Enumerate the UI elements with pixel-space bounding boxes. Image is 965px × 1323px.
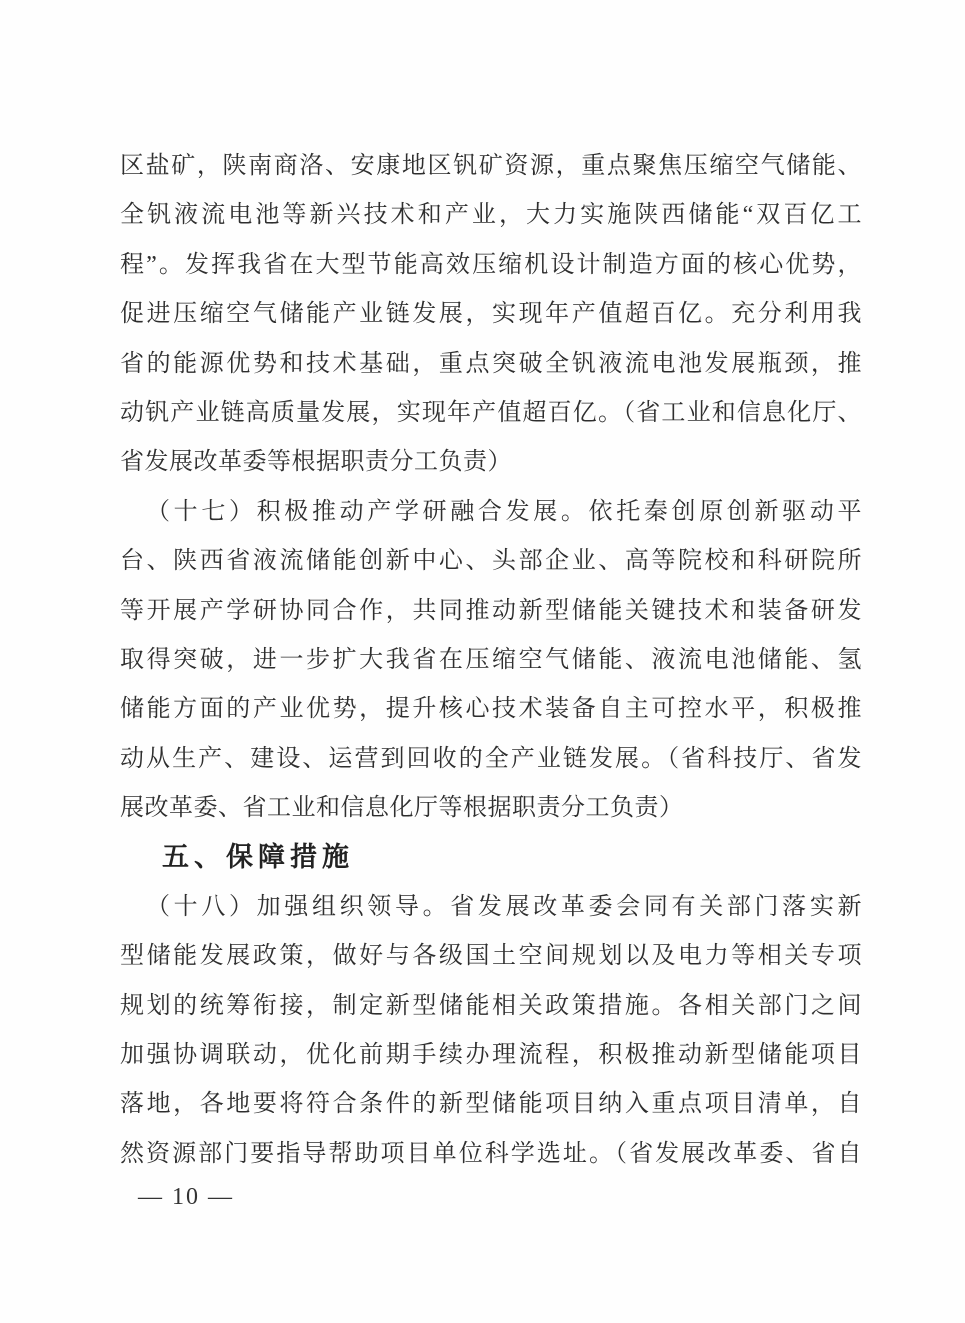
page-number: — 10 — (138, 1184, 234, 1210)
text-line: （十八）加强组织领导。省发展改革委会同有关部门落实新 (146, 893, 862, 920)
section-heading: 五、保障措施 (162, 842, 354, 873)
paragraph-18 (120, 883, 862, 1179)
text-line: 然资源部门要指导帮助项目单位科学选址。（省发展改革委、省自 (120, 1140, 862, 1167)
text-line: 全钒液流电池等新兴技术和产业，大力实施陕西储能“双百亿工 (120, 202, 862, 229)
text-line: 区盐矿，陕南商洛、安康地区钒矿资源，重点聚焦压缩空气储能、 (120, 153, 862, 179)
text-line: 展改革委、省工业和信息化厅等根据职责分工负责） (120, 795, 684, 822)
text-line: 动从生产、建设、运营到回收的全产业链发展。（省科技厅、省发 (120, 745, 862, 772)
text-line: 规划的统筹衔接，制定新型储能相关政策措施。各相关部门之间 (120, 992, 862, 1019)
text-line: 促进压缩空气储能产业链发展，实现年产值超百亿。充分利用我 (120, 301, 862, 328)
text-line: 加强协调联动，优化前期手续办理流程，积极推动新型储能项目 (120, 1042, 862, 1069)
paragraph-16-continuation (120, 142, 862, 488)
text-line: 型储能发展政策，做好与各级国土空间规划以及电力等相关专项 (120, 943, 862, 970)
text-line: 程”。发挥我省在大型节能高效压缩机设计制造方面的核心优势， (120, 251, 862, 278)
text-line: 储能方面的产业优势，提升核心技术装备自主可控水平，积极推 (120, 696, 862, 723)
text-line: 动钒产业链高质量发展，实现年产值超百亿。（省工业和信息化厅、 (120, 399, 862, 426)
text-line: 取得突破，进一步扩大我省在压缩空气储能、液流电池储能、氢 (120, 646, 862, 673)
text-line: 省的能源优势和技术基础，重点突破全钒液流电池发展瓶颈，推 (120, 350, 862, 377)
paragraph-17 (120, 488, 862, 834)
document-body (120, 142, 862, 1179)
text-line: 等开展产学研协同合作，共同推动新型储能关键技术和装备研发 (120, 597, 862, 624)
text-line: 落地，各地要将符合条件的新型储能项目纳入重点项目清单，自 (120, 1091, 862, 1118)
text-line: 台、陕西省液流储能创新中心、头部企业、高等院校和科研院所 (120, 548, 862, 575)
text-line: 省发展改革委等根据职责分工负责） (120, 449, 512, 476)
text-line: （十七）积极推动产学研融合发展。依托秦创原创新驱动平 (146, 498, 862, 525)
